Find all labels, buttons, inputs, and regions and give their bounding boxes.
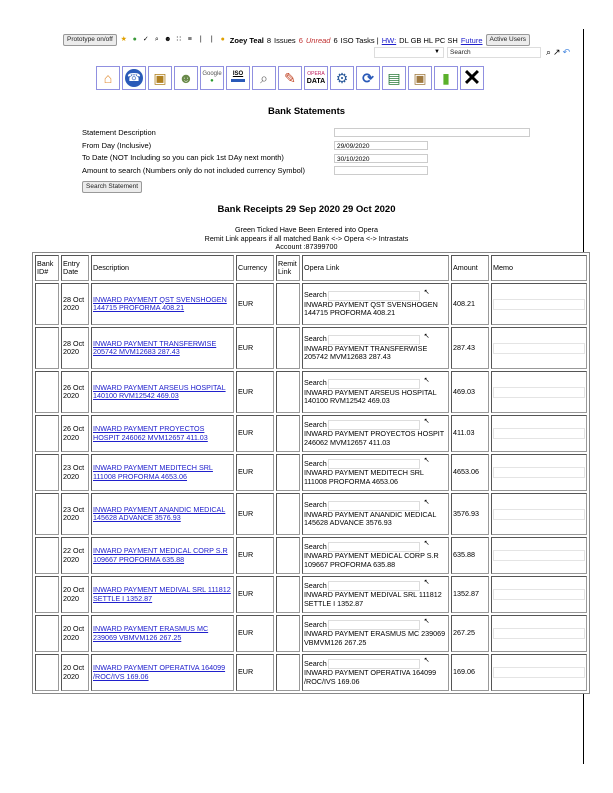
entry-date: 28 Oct 2020 — [61, 327, 89, 369]
amount: 469.03 — [451, 371, 489, 413]
pencil-icon[interactable]: ✓ — [142, 36, 149, 43]
currency: EUR — [236, 454, 274, 491]
description-link[interactable]: INWARD PAYMENT ARSEUS HOSPITAL 140100 RVM12542 469.03 — [93, 382, 226, 400]
top-bar — [63, 34, 530, 46]
face-icon[interactable]: ☻ — [164, 36, 172, 43]
col-amount: Amount — [451, 255, 489, 281]
description-link[interactable]: INWARD PAYMENT PROYECTOS HOSPIT 246062 MVM12657 411.03 — [93, 424, 208, 442]
home-icon[interactable]: ⌂ — [96, 66, 120, 90]
search-small-icon[interactable]: ⌕ — [154, 36, 159, 43]
opera-text: INWARD PAYMENT OPERATIVA 164099 /ROC/IVS 169.06 — [304, 668, 437, 686]
entry-date: 22 Oct 2020 — [61, 537, 89, 574]
amount: 408.21 — [451, 283, 489, 325]
opera-link-cell — [302, 454, 449, 491]
memo-input[interactable] — [493, 589, 585, 600]
opera-link-cell — [302, 654, 449, 691]
amount: 169.06 — [451, 654, 489, 691]
unread-link[interactable]: Unread — [305, 35, 331, 45]
opera-search-label: Search — [304, 290, 327, 300]
amount: 1352.87 — [451, 576, 489, 613]
memo-input[interactable] — [493, 467, 585, 478]
opera-search-label: Search — [304, 541, 327, 551]
pin-icon[interactable]: ★ — [120, 36, 127, 43]
box-icon[interactable]: ▣ — [408, 66, 432, 90]
to-label: To Date (NOT Including so you can pick 1st DAy next month) — [82, 153, 284, 162]
bank-receipts-table — [32, 252, 590, 694]
search-icon[interactable]: ⌕ — [546, 47, 552, 57]
treasure-chest-icon[interactable]: ▣ — [148, 66, 172, 90]
search-form — [82, 127, 305, 177]
search-icon[interactable]: ↖ — [423, 579, 430, 587]
bank-id-cell — [35, 283, 59, 325]
description-input[interactable] — [334, 128, 530, 137]
amount: 4653.06 — [451, 454, 489, 491]
chevron-down-icon: ▼ — [434, 49, 440, 55]
description-cell — [91, 493, 234, 535]
memo-input[interactable] — [493, 509, 585, 520]
opera-link-cell — [302, 537, 449, 574]
table-row — [35, 615, 587, 652]
opera-search-input[interactable] — [328, 379, 420, 389]
entry-date: 23 Oct 2020 — [61, 454, 89, 491]
entry-date: 20 Oct 2020 — [61, 576, 89, 613]
currency: EUR — [236, 283, 274, 325]
building-icon[interactable]: ≡ — [187, 36, 192, 43]
issues-count: 8 — [266, 35, 271, 45]
memo-cell — [491, 371, 587, 413]
remit-link-cell — [276, 283, 300, 325]
description-link[interactable]: INWARD PAYMENT QST SVENSHOGEN 144715 PROFORMA 408.21 — [93, 294, 227, 312]
opera-label: OPERA — [307, 70, 325, 77]
hw-link[interactable]: HW: — [381, 35, 397, 45]
iso-icon[interactable] — [226, 66, 250, 90]
notes — [0, 226, 613, 252]
note-green-ticked: Green Ticked Have Been Entered into Opera — [234, 225, 379, 234]
col-currency: Currency — [236, 255, 274, 281]
opera-text: INWARD PAYMENT ERASMUS MC 239069 VBMVM126 267.25 — [304, 629, 446, 647]
users-icon[interactable]: ☻ — [174, 66, 198, 90]
description-link[interactable]: INWARD PAYMENT ERASMUS MC 239069 VBMVM126 267.25 — [93, 624, 209, 642]
search-icon[interactable]: ↖ — [423, 540, 430, 548]
col-remit-link: Remit Link — [276, 255, 300, 281]
desc-label: Statement Description — [82, 128, 156, 137]
currency: EUR — [236, 371, 274, 413]
opera-search-label: Search — [304, 419, 327, 429]
magnifier-icon[interactable]: ⌕ — [252, 66, 276, 90]
clock-icon[interactable]: ● — [132, 36, 137, 43]
search-row — [374, 47, 570, 58]
description-link[interactable]: INWARD PAYMENT ANANDIC MEDICAL 145628 ADVANCE 3576.93 — [93, 504, 226, 522]
search-icon[interactable]: ↖ — [423, 618, 430, 626]
chart-icon[interactable]: ▤ — [382, 66, 406, 90]
opera-text: INWARD PAYMENT TRANSFERWISE 205742 MVM12683 287.43 — [304, 343, 428, 361]
table-row — [35, 537, 587, 574]
unread-count: 6 — [298, 35, 303, 45]
entry-date: 23 Oct 2020 — [61, 493, 89, 535]
book-icon[interactable]: ▮ — [434, 66, 458, 90]
search-icon[interactable]: ↖ — [423, 657, 430, 665]
opera-link-cell — [302, 415, 449, 452]
table-header-row — [35, 255, 587, 281]
description-link[interactable]: INWARD PAYMENT MEDICAL CORP S.R 109667 PROFORMA 635.88 — [93, 546, 228, 564]
future-link[interactable]: Future — [460, 35, 483, 45]
table-row — [35, 493, 587, 535]
table-row — [35, 415, 587, 452]
amount: 267.25 — [451, 615, 489, 652]
description-cell — [91, 371, 234, 413]
remit-link-cell — [276, 415, 300, 452]
search-statement-button[interactable]: Search Statement — [82, 181, 142, 193]
description-link[interactable]: INWARD PAYMENT OPERATIVA 164099 /ROC/IVS 169.06 — [93, 663, 226, 681]
memo-input[interactable] — [493, 667, 585, 678]
site-codes: DL GB HL PC SH — [399, 35, 458, 45]
memo-cell — [491, 576, 587, 613]
currency: EUR — [236, 327, 274, 369]
user-avatar-icon: ● — [220, 36, 225, 43]
opera-link-cell — [302, 615, 449, 652]
table-row — [35, 576, 587, 613]
memo-cell — [491, 654, 587, 691]
memo-cell — [491, 454, 587, 491]
opera-search-label: Search — [304, 658, 327, 668]
remit-link-cell — [276, 371, 300, 413]
active-users-button[interactable]: Active Users — [486, 34, 530, 46]
col-memo: Memo — [491, 255, 587, 281]
note-remit-link: Remit Link appears if all matched Bank <-> Opera <-> Intrastats — [204, 233, 409, 243]
bank-id-cell — [35, 454, 59, 491]
table-row — [35, 371, 587, 413]
amount: 3576.93 — [451, 493, 489, 535]
currency: EUR — [236, 576, 274, 613]
memo-input[interactable] — [493, 299, 585, 310]
description-link[interactable]: INWARD PAYMENT TRANSFERWISE 205742 MVM12683 287.43 — [93, 338, 217, 356]
to-date-input[interactable]: 30/10/2020 — [334, 154, 428, 163]
external-link-icon[interactable]: ↗ — [553, 47, 561, 57]
phone-icon[interactable]: ☎ — [122, 66, 146, 90]
from-label: From Day (Inclusive) — [82, 140, 152, 150]
amount: 411.03 — [451, 415, 489, 452]
col-entry-date: Entry Date — [61, 255, 89, 281]
description-link[interactable]: INWARD PAYMENT MEDIVAL SRL 111812 SETTLE I 1352.87 — [93, 585, 231, 603]
entry-date: 20 Oct 2020 — [61, 615, 89, 652]
col-opera-link: Opera Link — [302, 255, 449, 281]
description-cell — [91, 654, 234, 691]
opera-text: INWARD PAYMENT ARSEUS HOSPITAL 140100 RVM12542 469.03 — [304, 387, 437, 405]
receipts-title: Bank Receipts 29 Sep 2020 29 Oct 2020 — [217, 204, 396, 215]
memo-cell — [491, 537, 587, 574]
opera-search-input[interactable] — [328, 335, 420, 345]
table-row — [35, 283, 587, 325]
from-date-input[interactable]: 29/09/2020 — [334, 141, 428, 150]
currency: EUR — [236, 537, 274, 574]
close-x-icon[interactable]: ✕ — [460, 66, 484, 90]
account-number: Account :87399700 — [275, 242, 338, 251]
memo-cell — [491, 615, 587, 652]
remit-link-cell — [276, 493, 300, 535]
col-bank-id: Bank ID# — [35, 255, 59, 281]
memo-cell — [491, 493, 587, 535]
col-description: Description — [91, 255, 234, 281]
opera-search-label: Search — [304, 378, 327, 388]
gears-icon[interactable]: ⚙ — [330, 66, 354, 90]
currency: EUR — [236, 615, 274, 652]
opera-data-icon[interactable] — [304, 66, 328, 90]
search-icon[interactable]: ↖ — [423, 498, 430, 506]
memo-input[interactable] — [493, 343, 585, 354]
bank-id-cell — [35, 327, 59, 369]
opera-search-input[interactable] — [328, 291, 420, 301]
description-link[interactable]: INWARD PAYMENT MEDITECH SRL 111008 PROFORMA 4653.06 — [93, 463, 213, 481]
opera-link-cell — [302, 327, 449, 369]
iso-label: ISO — [232, 71, 244, 77]
search-icon[interactable]: ↖ — [423, 332, 430, 340]
bank-id-cell — [35, 654, 59, 691]
entry-date: 20 Oct 2020 — [61, 654, 89, 691]
amount-input[interactable] — [334, 166, 428, 175]
page-title: Bank Statements — [267, 106, 346, 117]
search-icon[interactable]: ↖ — [423, 376, 430, 384]
data-label: DATA — [306, 77, 326, 85]
remit-link-cell — [276, 454, 300, 491]
description-cell — [91, 327, 234, 369]
currency: EUR — [236, 493, 274, 535]
entry-date: 26 Oct 2020 — [61, 415, 89, 452]
opera-search-label: Search — [304, 619, 327, 629]
app-toolbar — [96, 66, 484, 90]
memo-input[interactable] — [493, 428, 585, 439]
entry-date: 28 Oct 2020 — [61, 283, 89, 325]
opera-search-label: Search — [304, 580, 327, 590]
memo-input[interactable] — [493, 387, 585, 398]
table-row — [35, 454, 587, 491]
description-cell — [91, 415, 234, 452]
search-icon[interactable]: ↖ — [423, 457, 430, 465]
back-arrow-icon[interactable]: ↶ — [562, 47, 571, 57]
description-cell — [91, 537, 234, 574]
iso-count: 6 — [333, 35, 338, 45]
bar-icon-2: | — [210, 36, 213, 43]
search-icon[interactable]: ↖ — [423, 288, 430, 296]
table-row — [35, 654, 587, 691]
refresh-icon[interactable]: ⟳ — [356, 66, 380, 90]
bank-id-cell — [35, 371, 59, 413]
memo-cell — [491, 415, 587, 452]
remit-link-cell — [276, 537, 300, 574]
description-cell — [91, 615, 234, 652]
currency: EUR — [236, 415, 274, 452]
scatter-icon[interactable]: ∷ — [176, 36, 182, 43]
opera-search-label: Search — [304, 458, 327, 468]
bank-id-cell — [35, 415, 59, 452]
remit-link-cell — [276, 654, 300, 691]
opera-search-label: Search — [304, 500, 327, 510]
pen-sign-icon[interactable]: ✎ — [278, 66, 302, 90]
table-row — [35, 327, 587, 369]
currency: EUR — [236, 654, 274, 691]
remit-link-cell — [276, 327, 300, 369]
remit-link-cell — [276, 615, 300, 652]
remit-link-cell — [276, 576, 300, 613]
user-name[interactable]: Zoey Teal — [229, 35, 264, 45]
amount: 635.88 — [451, 537, 489, 574]
bank-id-cell — [35, 576, 59, 613]
bank-id-cell — [35, 537, 59, 574]
amount: 287.43 — [451, 327, 489, 369]
opera-search-label: Search — [304, 334, 327, 344]
google-maps-icon[interactable]: Google ● — [200, 66, 224, 90]
google-label: Google — [202, 71, 222, 77]
issues-link[interactable]: Issues — [274, 35, 296, 45]
description-cell — [91, 454, 234, 491]
iso-tasks-link[interactable]: ISO Tasks | — [340, 35, 379, 45]
opera-link-cell — [302, 371, 449, 413]
bar-icon: | — [199, 36, 202, 43]
memo-input[interactable] — [493, 550, 585, 561]
opera-search-input[interactable] — [328, 501, 420, 511]
opera-text: INWARD PAYMENT MEDICAL CORP S.R 109667 PROFORMA 635.88 — [304, 551, 439, 569]
description-cell — [91, 283, 234, 325]
bank-id-cell — [35, 615, 59, 652]
opera-link-cell — [302, 576, 449, 613]
opera-text: INWARD PAYMENT PROYECTOS HOSPIT 246062 MVM12657 411.03 — [304, 429, 445, 447]
opera-link-cell — [302, 493, 449, 535]
memo-cell — [491, 327, 587, 369]
opera-text: INWARD PAYMENT MEDITECH SRL 111008 PROFORMA 4653.06 — [304, 468, 424, 486]
memo-input[interactable] — [493, 628, 585, 639]
opera-text: INWARD PAYMENT QST SVENSHOGEN 144715 PROFORMA 408.21 — [304, 299, 438, 317]
site-select[interactable] — [374, 47, 444, 58]
memo-cell — [491, 283, 587, 325]
opera-text: INWARD PAYMENT ANANDIC MEDICAL 145628 ADVANCE 3576.93 — [304, 509, 437, 527]
prototype-toggle-button[interactable]: Prototype on/off — [63, 34, 117, 46]
opera-text: INWARD PAYMENT MEDIVAL SRL 111812 SETTLE I 1352.87 — [304, 590, 442, 608]
global-search-input[interactable]: Search — [447, 47, 541, 58]
search-icon[interactable]: ↖ — [423, 418, 430, 426]
bank-id-cell — [35, 493, 59, 535]
entry-date: 26 Oct 2020 — [61, 371, 89, 413]
opera-link-cell — [302, 283, 449, 325]
amount-label: Amount to search (Numbers only do not included currency Symbol) — [82, 165, 306, 175]
description-cell — [91, 576, 234, 613]
